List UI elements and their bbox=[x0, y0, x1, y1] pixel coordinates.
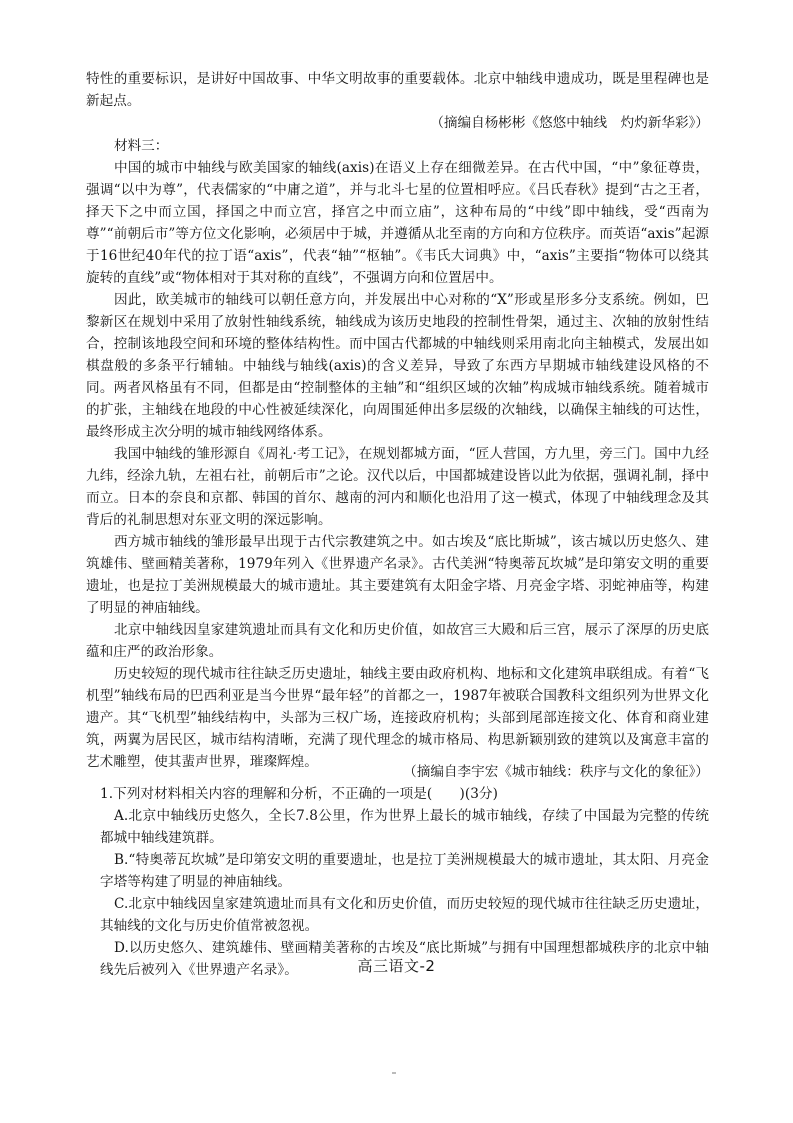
page-footer: 高三语文-2 bbox=[357, 957, 436, 975]
option-d[interactable]: D.以历史悠久、建筑雄伟、壁画精美著称的古埃及“底比斯城”与拥有中国理想都城秩序的北京中轴线先后被列入《世界遗产名录》。 bbox=[100, 940, 709, 978]
option-b[interactable]: B.“特奥蒂瓦坎城”是印第安文明的重要遗址，也是拉丁美洲规模最大的城市遗址，其太阳、月亮金字塔等构建了明显的神庙轴线。 bbox=[100, 852, 709, 890]
material3-body bbox=[86, 157, 709, 773]
question-stem: 1.下列对材料相关内容的理解和分析，不正确的一项是( )(3分) bbox=[100, 786, 498, 802]
option-c[interactable]: C.北京中轴线因皇家建筑遗址而具有文化和历史价值，而历史较短的现代城市往往缺乏历史遗址，其轴线的文化与历史价值常被忽视。 bbox=[100, 896, 709, 934]
intro-text: 特性的重要标识，是讲好中国故事、中华文明故事的重要载体。北京中轴线申遗成功，既是里程碑也是新起点。 bbox=[86, 71, 709, 109]
intro-paragraph bbox=[86, 68, 709, 112]
intro-source: （摘编自杨彬彬《悠悠中轴线 灼灼新华彩》） bbox=[430, 115, 709, 131]
option-a[interactable]: A.北京中轴线历史悠久，全长7.8公里，作为世界上最长的城市轴线，存续了中国最为完整的传统都城中轴线建筑群。 bbox=[100, 808, 709, 846]
material3-paragraph: 中国的城市中轴线与欧美国家的轴线(axis)在语义上存在细微差异。在古代中国，“中”象征尊贵，强调“以中为尊”，代表儒家的“中庸之道”，并与北斗七星的位置相呼应。《吕氏春秋》提到“古之王者，择天下之中而立国，择国之中而立宫，择宫之中而立庙”，这种布局的“中线”即中轴线，受“西南为尊”“前朝后市”等方位文化影响，必须居中于城，并遵循从北至南的方向和方位秩序。而英语“axis”起源于16世纪40年代的拉丁语“axis”，代表“轴”“枢轴”。《韦氏大词典》中，“axis”主要指“物体可以绕其旋转的直线”或“物体相对于其对称的直线”，不强调方向和位置居中。 bbox=[86, 160, 709, 286]
material3-paragraph: 历史较短的现代城市往往缺乏历史遗址，轴线主要由政府机构、地标和文化建筑串联组成。有着“飞机型”轴线布局的巴西利亚是当今世界“最年轻”的首都之一，1987年被联合国教科文组织列为世界文化遗产。其“飞机型”轴线结构中，头部为三权广场，连接政府机构；头部到尾部连接文化、体育和商业建筑，两翼为居民区，城市结构清晰，充满了现代理念的城市格局、构思新颖别致的建筑以及寓意丰富的艺术雕塑，使其蜚声世界，璀璨辉煌。 bbox=[86, 666, 709, 770]
question-1 bbox=[100, 783, 709, 981]
material3-paragraph: 因此，欧美城市的轴线可以朝任意方向，并发展出中心对称的“X”形或星形多分支系统。例如，巴黎新区在规划中采用了放射性轴线系统，轴线成为该历史地段的控制性骨架，通过主、次轴的放射性结合，控制该地段空间和环境的整体结构性。而中国古代都城的中轴线则采用南北向主轴模式，发展出如棋盘般的多条平行辅轴。中轴线与轴线(axis)的含义差异，导致了东西方早期城市轴线建设风格的不同。两者风格虽有不同，但都是由“控制整体的主轴”和“组织区域的次轴”构成城市轴线系统。随着城市的扩张，主轴线在地段的中心性被延续深化，向周围延伸出多层级的次轴线，以确保主轴线的可达性，最终形成主次分明的城市轴线网络体系。 bbox=[86, 292, 709, 440]
scan-speck bbox=[392, 1072, 396, 1074]
material3-heading: 材料三： bbox=[114, 138, 169, 154]
material3-paragraph: 我国中轴线的雏形源自《周礼·考工记》，在规划都城方面，“匠人营国，方九里，旁三门。国中九经九纬，经涂九轨，左祖右社，前朝后市”之论。汉代以后，中国都城建设皆以此为依据，强调礼制，择中而立。日本的奈良和京都、韩国的首尔、越南的河内和顺化也沿用了这一模式，体现了中轴线理念及其背后的礼制思想对东亚文明的深远影响。 bbox=[86, 446, 709, 528]
material3-paragraph: 西方城市轴线的雏形最早出现于古代宗教建筑之中。如古埃及“底比斯城”，该古城以历史悠久、建筑雄伟、壁画精美著称，1979年列入《世界遗产名录》。古代美洲“特奥蒂瓦坎城”是印第安文明的重要遗址，也是拉丁美洲规模最大的城市遗址。其主要建筑有太阳金字塔、月亮金字塔、羽蛇神庙等，构建了明显的神庙轴线。 bbox=[86, 534, 709, 616]
material3-paragraph: 北京中轴线因皇家建筑遗址而具有文化和历史价值，如故宫三大殿和后三宫，展示了深厚的历史底蕴和庄严的政治形象。 bbox=[86, 622, 709, 660]
material3-source: （摘编自李宇宏《城市轴线：秩序与文化的象征》） bbox=[403, 764, 709, 780]
